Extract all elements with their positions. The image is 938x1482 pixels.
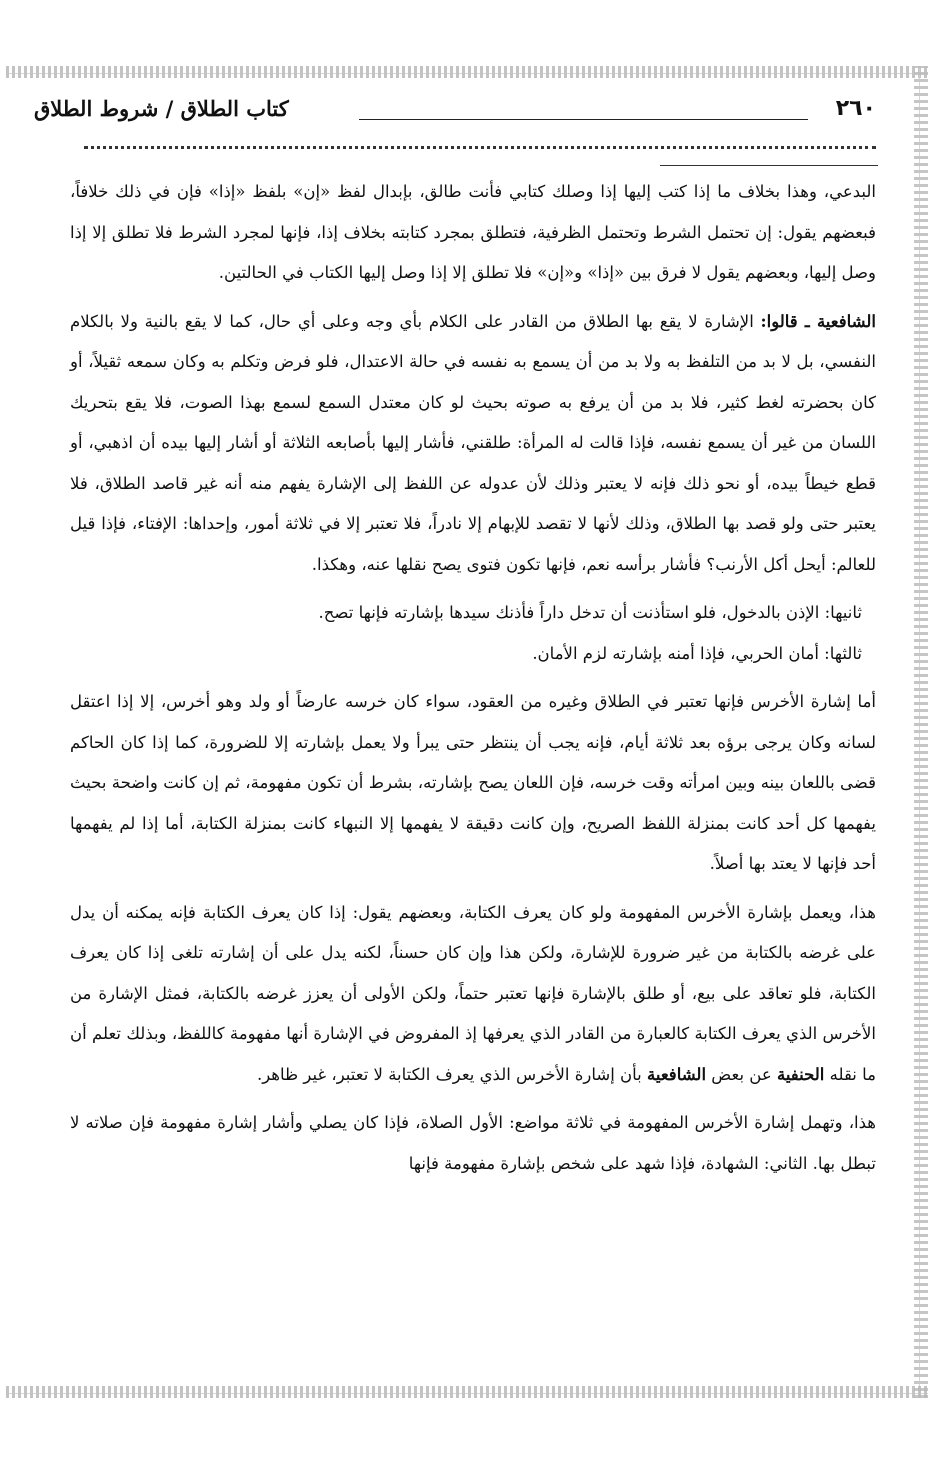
paragraph-text: الإشارة لا يقع بها الطلاق من القادر على الكلام بأي وجه وعلى أي حال، كما لا يقع بالنية ولا بالكلام النفسي، بل لا بد من التلفظ به ولا بد من أن يسمع به نفسه في حالة الاعتدال، فلو فرض وتكلم به وكان سمعه ثقيلاً، أو كان بحضرته لغط كثير، فلا بد من أن يرفع به صوته بحيث لو كان معتدل السمع لسمع بهذا الصوت، فلا يقع بتحريك اللسان من غير أن يسمع نفسه، فإذا قالت له المرأة: طلقني، فأشار إليها بأصابعه الثلاثة أو أشار إليها بيده أن اذهبي، أو قطع خيطاً بيده، أو نحو ذلك فإنه لا يعتبر وذلك لأن عدوله عن اللفظ إلى الإشارة يفهم منه أنه غير قاصد الطلاق، فلا يعتبر حتى ولو قصد بها الطلاق، وذلك لأنها لا تقصد للإبهام إلا نادراً، فلا تعتبر إلا في ثلاثة أمور، وإحداها: الإفتاء، فإذا قيل للعالم: أيحل أكل الأرنب؟ فأشار برأسه نعم، فإنها تكون فتوى يصح نقلها عنه، وهكذا. bbox=[70, 311, 876, 574]
school-name: الشافعية bbox=[647, 1064, 707, 1084]
ornamental-border-top bbox=[6, 66, 928, 78]
continuation-rule bbox=[660, 165, 878, 166]
school-name: الشافعية ـ قالوا: bbox=[760, 311, 876, 331]
running-title: كتاب الطلاق / شروط الطلاق bbox=[34, 96, 289, 121]
list-item: ثانيها: الإذن بالدخول، فلو استأذنت أن تدخل داراً فأذنك سيدها بإشارته فإنها تصح. bbox=[318, 603, 862, 622]
paragraph: أما إشارة الأخرس فإنها تعتبر في الطلاق وغيره من العقود، سواء كان خرسه عارضاً أو ولد وهو أخرس، إلا إذا اعتقل لسانه وكان يرجى برؤه بعد ثلاثة أيام، فإنه يجب أن ينتظر حتى يبرأ ولا يعمل بإشارته إلا للضرورة، كما إذا كان الحاكم قضى باللعان بينه وبين امرأته وقت خرسه، فإن اللعان يصح بإشارته، بشرط أن تكون مفهومة، ثم إن كانت واضحة بحيث يفهمها كل أحد كانت بمنزلة اللفظ الصريح، وإن كانت دقيقة لا يفهمها إلا النبهاء كانت بمنزلة الكتابة، أما إذا لم يفهمها أحد فإنها لا يعتد بها أصلاً. bbox=[70, 692, 876, 873]
list-item: ثالثها: أمان الحربي، فإذا أمنه بإشارته لزم الأمان. bbox=[532, 643, 862, 663]
dotted-separator bbox=[84, 146, 876, 149]
paragraph: هذا، وتهمل إشارة الأخرس المفهومة في ثلاثة مواضع: الأول الصلاة، فإذا كان يصلي وأشار إشارة مفهومة فإن صلاته لا تبطل بها. الثاني: الشهادة، فإذا شهد على شخص بإشارة مفهومة فإنها bbox=[70, 1113, 876, 1173]
page-number: ٢٦٠ bbox=[835, 96, 876, 121]
body-text bbox=[70, 172, 876, 1192]
ornamental-border-bottom bbox=[6, 1386, 928, 1398]
paragraph bbox=[70, 893, 876, 1096]
ornamental-border-right bbox=[914, 66, 928, 1398]
paragraph bbox=[70, 302, 876, 586]
school-name: الحنفية bbox=[776, 1064, 825, 1084]
paragraph-text: بأن إشارة الأخرس الذي يعرف الكتابة لا تعتبر، غير ظاهر. bbox=[256, 1064, 648, 1084]
paragraph-text: عن بعض bbox=[706, 1064, 777, 1084]
paragraph-text: هذا، ويعمل بإشارة الأخرس المفهومة ولو كان يعرف الكتابة، وبعضهم يقول: إذا كان يعرف الكتابة فإنه يمكنه أن يدل على غرضه بالكتابة من غير ضرورة للإشارة، ولكن هذا وإن كان حسناً، لكنه يدل على أن إشارته تلغى إذا كان يعرف الكتابة، فلو تعاقد على بيع، أو طلق بالإشارة فإنها تعتبر حتماً، ولكن الأولى أن يعزز غرضه بالكتابة، فمثل الإشارة من الأخرس الذي يعرف الكتابة كالعبارة من القادر الذي يعرفها إذ المفروض في الإشارة أنها مفهومة كاللفظ، وبذلك تعلم أن ما نقله bbox=[70, 902, 876, 1084]
header-rule bbox=[359, 119, 808, 120]
page-header bbox=[34, 96, 876, 136]
paragraph: البدعي، وهذا بخلاف ما إذا كتب إليها إذا وصلك كتابي فأنت طالق، بإبدال لفظ «إن» بلفظ «إذا» فإن في ذلك خلافاً، فبعضهم يقول: إن تحتمل الشرط وتحتمل الظرفية، فتطلق بمجرد كتابته بخلاف إذا، فإنها لمجرد الشرط فلا تطلق إلا إذا وصل إليها، وبعضهم يقول لا فرق بين «إذا» و«إن» فلا تطلق إلا إذا وصل إليها الكتاب في الحالتين. bbox=[70, 182, 876, 282]
